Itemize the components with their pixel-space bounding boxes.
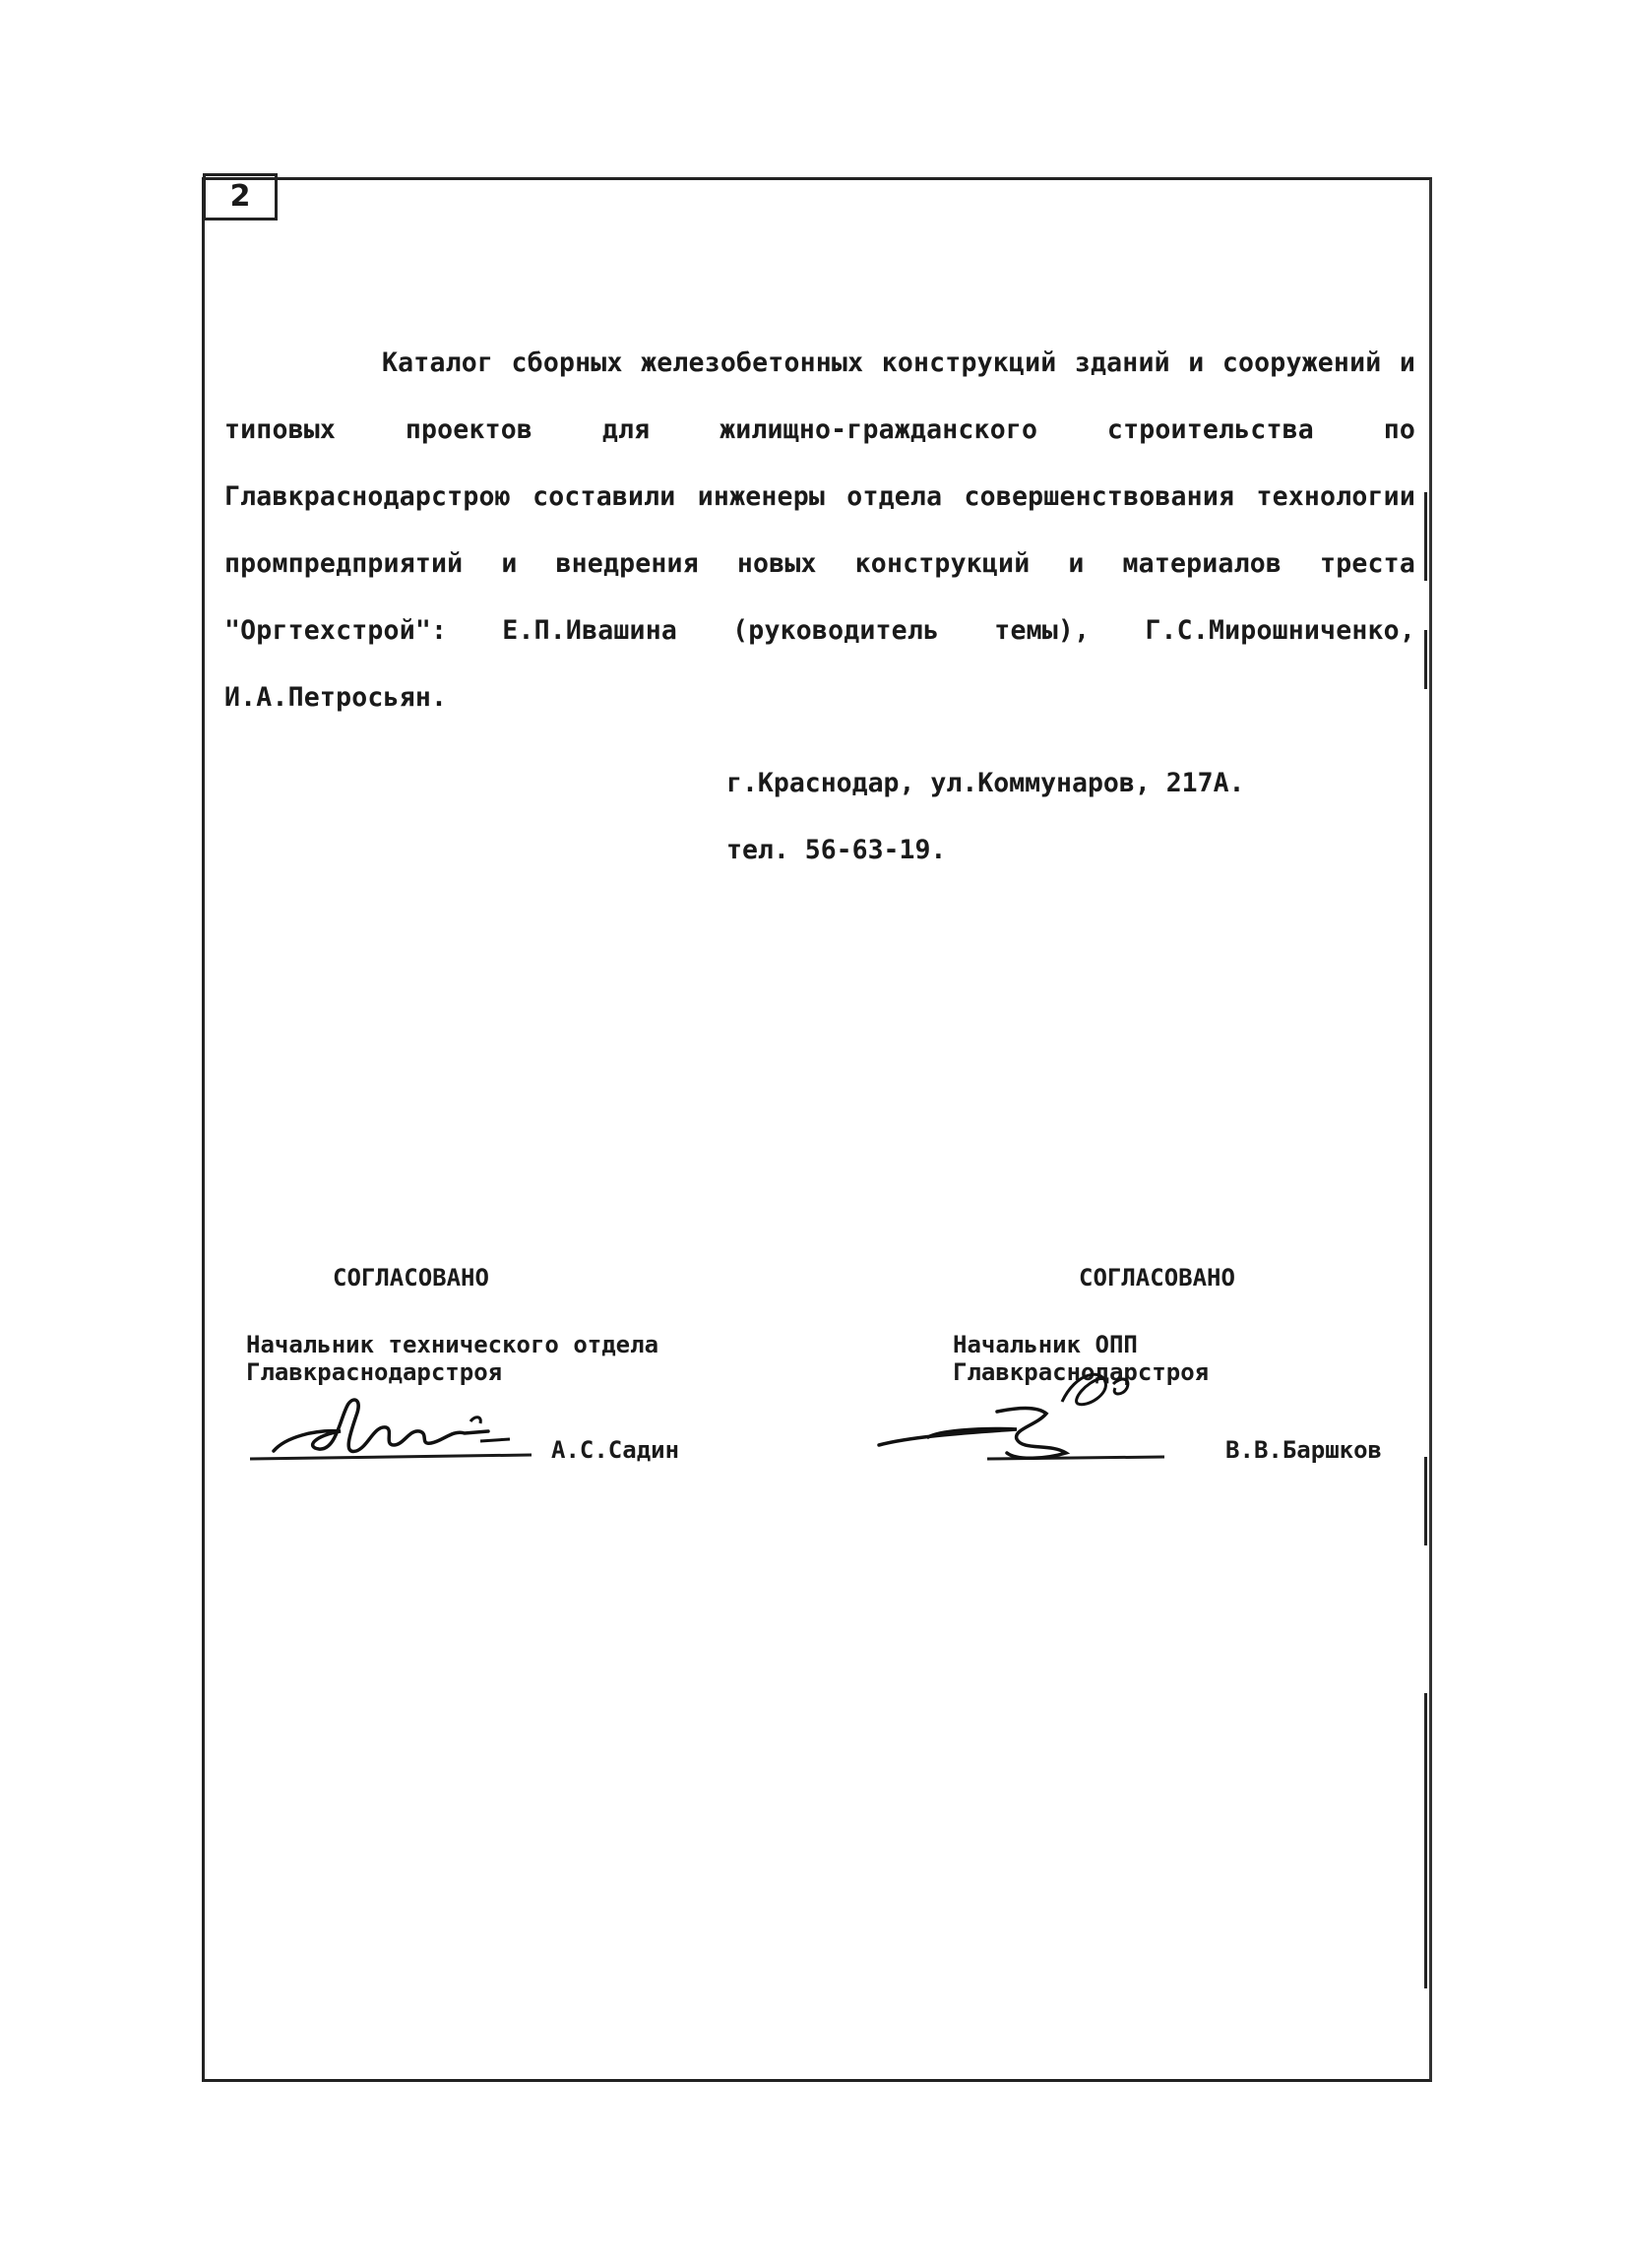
- approval-heading: СОГЛАСОВАНО: [333, 1264, 489, 1292]
- signer-name: В.В.Баршков: [1225, 1436, 1382, 1464]
- scan-edge-mark: [1424, 492, 1427, 581]
- signature-line: [246, 1423, 797, 1467]
- approval-heading: СОГЛАСОВАНО: [1079, 1264, 1235, 1292]
- scan-edge-mark: [1424, 1457, 1427, 1545]
- approval-role: Начальник технического отдела: [246, 1331, 659, 1358]
- scan-edge-mark: [1424, 1693, 1427, 1988]
- address-block: [726, 750, 1245, 884]
- handwritten-signature-left: [246, 1386, 541, 1475]
- page-number: 2: [203, 173, 278, 220]
- approval-role: Начальник ОПП: [953, 1331, 1138, 1358]
- body-paragraph: Каталог сборных железобетонных конструкций зданий и сооружений и типовых проектов для жилищно-гражданского строительства по Главкраснодарстрою составили инженеры отдела совершенствования технологии промпредприятий и внедрения новых конструкций и материалов треста "Оргтехстрой": Е.П.Ивашина (руководитель темы), Г.С.Мирошниченко, И.А.Петросьян.: [224, 347, 1415, 713]
- approval-right: [953, 1258, 1386, 1467]
- approval-left: [246, 1258, 797, 1467]
- phone-line: тел. 56-63-19.: [726, 835, 947, 865]
- approval-org: Главкраснодарстроя: [953, 1358, 1210, 1386]
- handwritten-signature-right: [869, 1343, 1184, 1471]
- signer-name: А.С.Садин: [551, 1436, 680, 1464]
- address-line: г.Краснодар, ул.Коммунаров, 217А.: [726, 768, 1245, 798]
- signature-line: [953, 1423, 1386, 1467]
- scan-edge-mark: [1424, 630, 1427, 689]
- approval-org: Главкраснодарстроя: [246, 1358, 503, 1386]
